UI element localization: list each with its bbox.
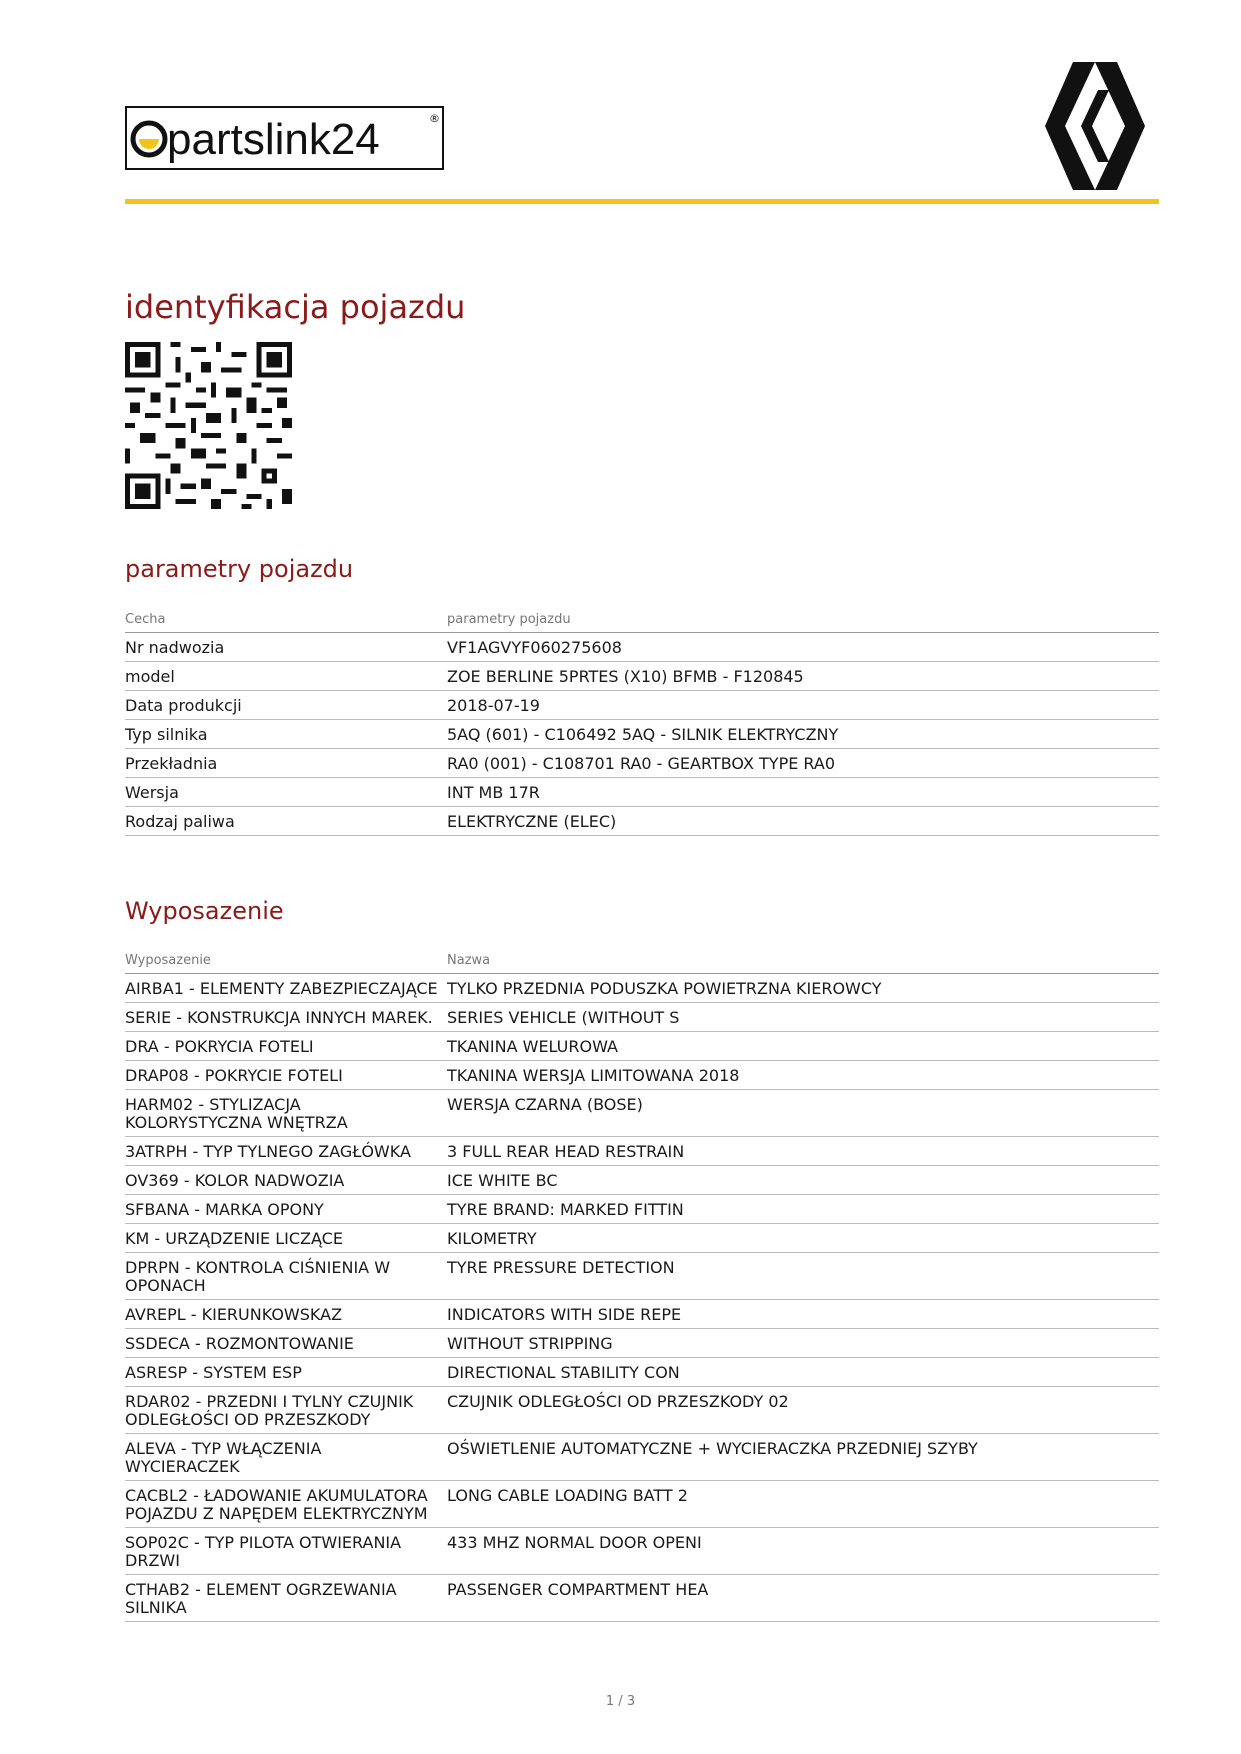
table-row — [125, 1575, 1159, 1622]
table-row — [125, 1166, 1159, 1195]
table-row — [125, 1032, 1159, 1061]
equipment-code: DPRPN - KONTROLA CIŚNIENIA W OPONACH — [125, 1253, 447, 1300]
table-row — [125, 1253, 1159, 1300]
params-table — [125, 610, 1159, 836]
param-name: Data produkcji — [125, 691, 447, 720]
table-row — [125, 662, 1159, 691]
equipment-name: TKANINA WELUROWA — [447, 1032, 1159, 1061]
equipment-name: TKANINA WERSJA LIMITOWANA 2018 — [447, 1061, 1159, 1090]
table-row — [125, 1224, 1159, 1253]
equipment-name: KILOMETRY — [447, 1224, 1159, 1253]
param-name: model — [125, 662, 447, 691]
table-row — [125, 807, 1159, 836]
equipment-code: AVREPL - KIERUNKOWSKAZ — [125, 1300, 447, 1329]
table-row — [125, 1090, 1159, 1137]
equipment-code: HARM02 - STYLIZACJA KOLORYSTYCZNA WNĘTRZA — [125, 1090, 447, 1137]
equipment-code: OV369 - KOLOR NADWOZIA — [125, 1166, 447, 1195]
equipment-code: CACBL2 - ŁADOWANIE AKUMULATORA POJAZDU Z NAPĘDEM ELEKTRYCZNYM — [125, 1481, 447, 1528]
logo-text: partslink24 — [167, 115, 380, 164]
renault-diamond-icon — [1045, 60, 1145, 192]
table-row — [125, 633, 1159, 662]
table-row — [125, 691, 1159, 720]
equipment-code: SERIE - KONSTRUKCJA INNYCH MAREK. — [125, 1003, 447, 1032]
equipment-code: ASRESP - SYSTEM ESP — [125, 1358, 447, 1387]
partslink24-logo — [125, 106, 444, 170]
equipment-name: SERIES VEHICLE (WITHOUT S — [447, 1003, 1159, 1032]
param-name: Rodzaj paliwa — [125, 807, 447, 836]
equipment-code: 3ATRPH - TYP TYLNEGO ZAGŁÓWKA — [125, 1137, 447, 1166]
table-row — [125, 974, 1159, 1003]
equipment-code: AIRBA1 - ELEMENTY ZABEZPIECZAJĄCE — [125, 974, 447, 1003]
table-row — [125, 1481, 1159, 1528]
equipment-name: ICE WHITE BC — [447, 1166, 1159, 1195]
param-value: ELEKTRYCZNE (ELEC) — [447, 807, 1159, 836]
equipment-code: SOP02C - TYP PILOTA OTWIERANIA DRZWI — [125, 1528, 447, 1575]
param-value: RA0 (001) - C108701 RA0 - GEARTBOX TYPE RA0 — [447, 749, 1159, 778]
equipment-table — [125, 951, 1159, 1622]
table-row — [125, 1061, 1159, 1090]
table-row — [125, 1137, 1159, 1166]
equipment-code: SFBANA - MARKA OPONY — [125, 1195, 447, 1224]
param-name: Wersja — [125, 778, 447, 807]
table-row — [125, 1528, 1159, 1575]
header-accent-rule — [125, 199, 1159, 204]
param-name: Przekładnia — [125, 749, 447, 778]
page-number: 1 / 3 — [605, 1694, 636, 1709]
page-header — [125, 60, 1159, 205]
param-value: ZOE BERLINE 5PRTES (X10) BFMB - F120845 — [447, 662, 1159, 691]
params-header-row — [125, 610, 1159, 633]
table-row — [125, 749, 1159, 778]
equipment-name: WERSJA CZARNA (BOSE) — [447, 1090, 1159, 1137]
equipment-col2-header: Nazwa — [447, 951, 1159, 974]
equipment-code: SSDECA - ROZMONTOWANIE — [125, 1329, 447, 1358]
equipment-code: ALEVA - TYP WŁĄCZENIA WYCIERACZEK — [125, 1434, 447, 1481]
table-row — [125, 778, 1159, 807]
table-row — [125, 1195, 1159, 1224]
table-row — [125, 1003, 1159, 1032]
param-value: 2018-07-19 — [447, 691, 1159, 720]
table-row — [125, 1300, 1159, 1329]
table-row — [125, 720, 1159, 749]
equipment-title: Wyposazenie — [125, 897, 284, 925]
equipment-name: CZUJNIK ODLEGŁOŚCI OD PRZESZKODY 02 — [447, 1387, 1159, 1434]
equipment-name: TYRE PRESSURE DETECTION — [447, 1253, 1159, 1300]
param-name: Nr nadwozia — [125, 633, 447, 662]
equipment-code: RDAR02 - PRZEDNI I TYLNY CZUJNIK ODLEGŁOŚCI OD PRZESZKODY — [125, 1387, 447, 1434]
qr-code-icon — [125, 342, 292, 509]
equipment-name: TYLKO PRZEDNIA PODUSZKA POWIETRZNA KIEROWCY — [447, 974, 1159, 1003]
table-row — [125, 1387, 1159, 1434]
param-value: VF1AGVYF060275608 — [447, 633, 1159, 662]
registered-mark: ® — [429, 112, 440, 125]
equipment-name: INDICATORS WITH SIDE REPE — [447, 1300, 1159, 1329]
equipment-code: DRA - POKRYCIA FOTELI — [125, 1032, 447, 1061]
equipment-name: TYRE BRAND: MARKED FITTIN — [447, 1195, 1159, 1224]
param-value: 5AQ (601) - C106492 5AQ - SILNIK ELEKTRYCZNY — [447, 720, 1159, 749]
table-row — [125, 1329, 1159, 1358]
equipment-name: 433 MHZ NORMAL DOOR OPENI — [447, 1528, 1159, 1575]
equipment-col1-header: Wyposazenie — [125, 951, 447, 974]
equipment-code: CTHAB2 - ELEMENT OGRZEWANIA SILNIKA — [125, 1575, 447, 1622]
equipment-name: OŚWIETLENIE AUTOMATYCZNE + WYCIERACZKA PRZEDNIEJ SZYBY — [447, 1434, 1159, 1481]
table-row — [125, 1358, 1159, 1387]
equipment-name: 3 FULL REAR HEAD RESTRAIN — [447, 1137, 1159, 1166]
equipment-header-row — [125, 951, 1159, 974]
equipment-name: WITHOUT STRIPPING — [447, 1329, 1159, 1358]
param-value: INT MB 17R — [447, 778, 1159, 807]
equipment-name: LONG CABLE LOADING BATT 2 — [447, 1481, 1159, 1528]
params-col1-header: Cecha — [125, 610, 447, 633]
equipment-name: PASSENGER COMPARTMENT HEA — [447, 1575, 1159, 1622]
equipment-code: DRAP08 - POKRYCIE FOTELI — [125, 1061, 447, 1090]
table-row — [125, 1434, 1159, 1481]
params-col2-header: parametry pojazdu — [447, 610, 1159, 633]
equipment-name: DIRECTIONAL STABILITY CON — [447, 1358, 1159, 1387]
equipment-code: KM - URZĄDZENIE LICZĄCE — [125, 1224, 447, 1253]
params-title: parametry pojazdu — [125, 555, 354, 583]
param-name: Typ silnika — [125, 720, 447, 749]
identification-title: identyfikacja pojazdu — [125, 288, 466, 326]
